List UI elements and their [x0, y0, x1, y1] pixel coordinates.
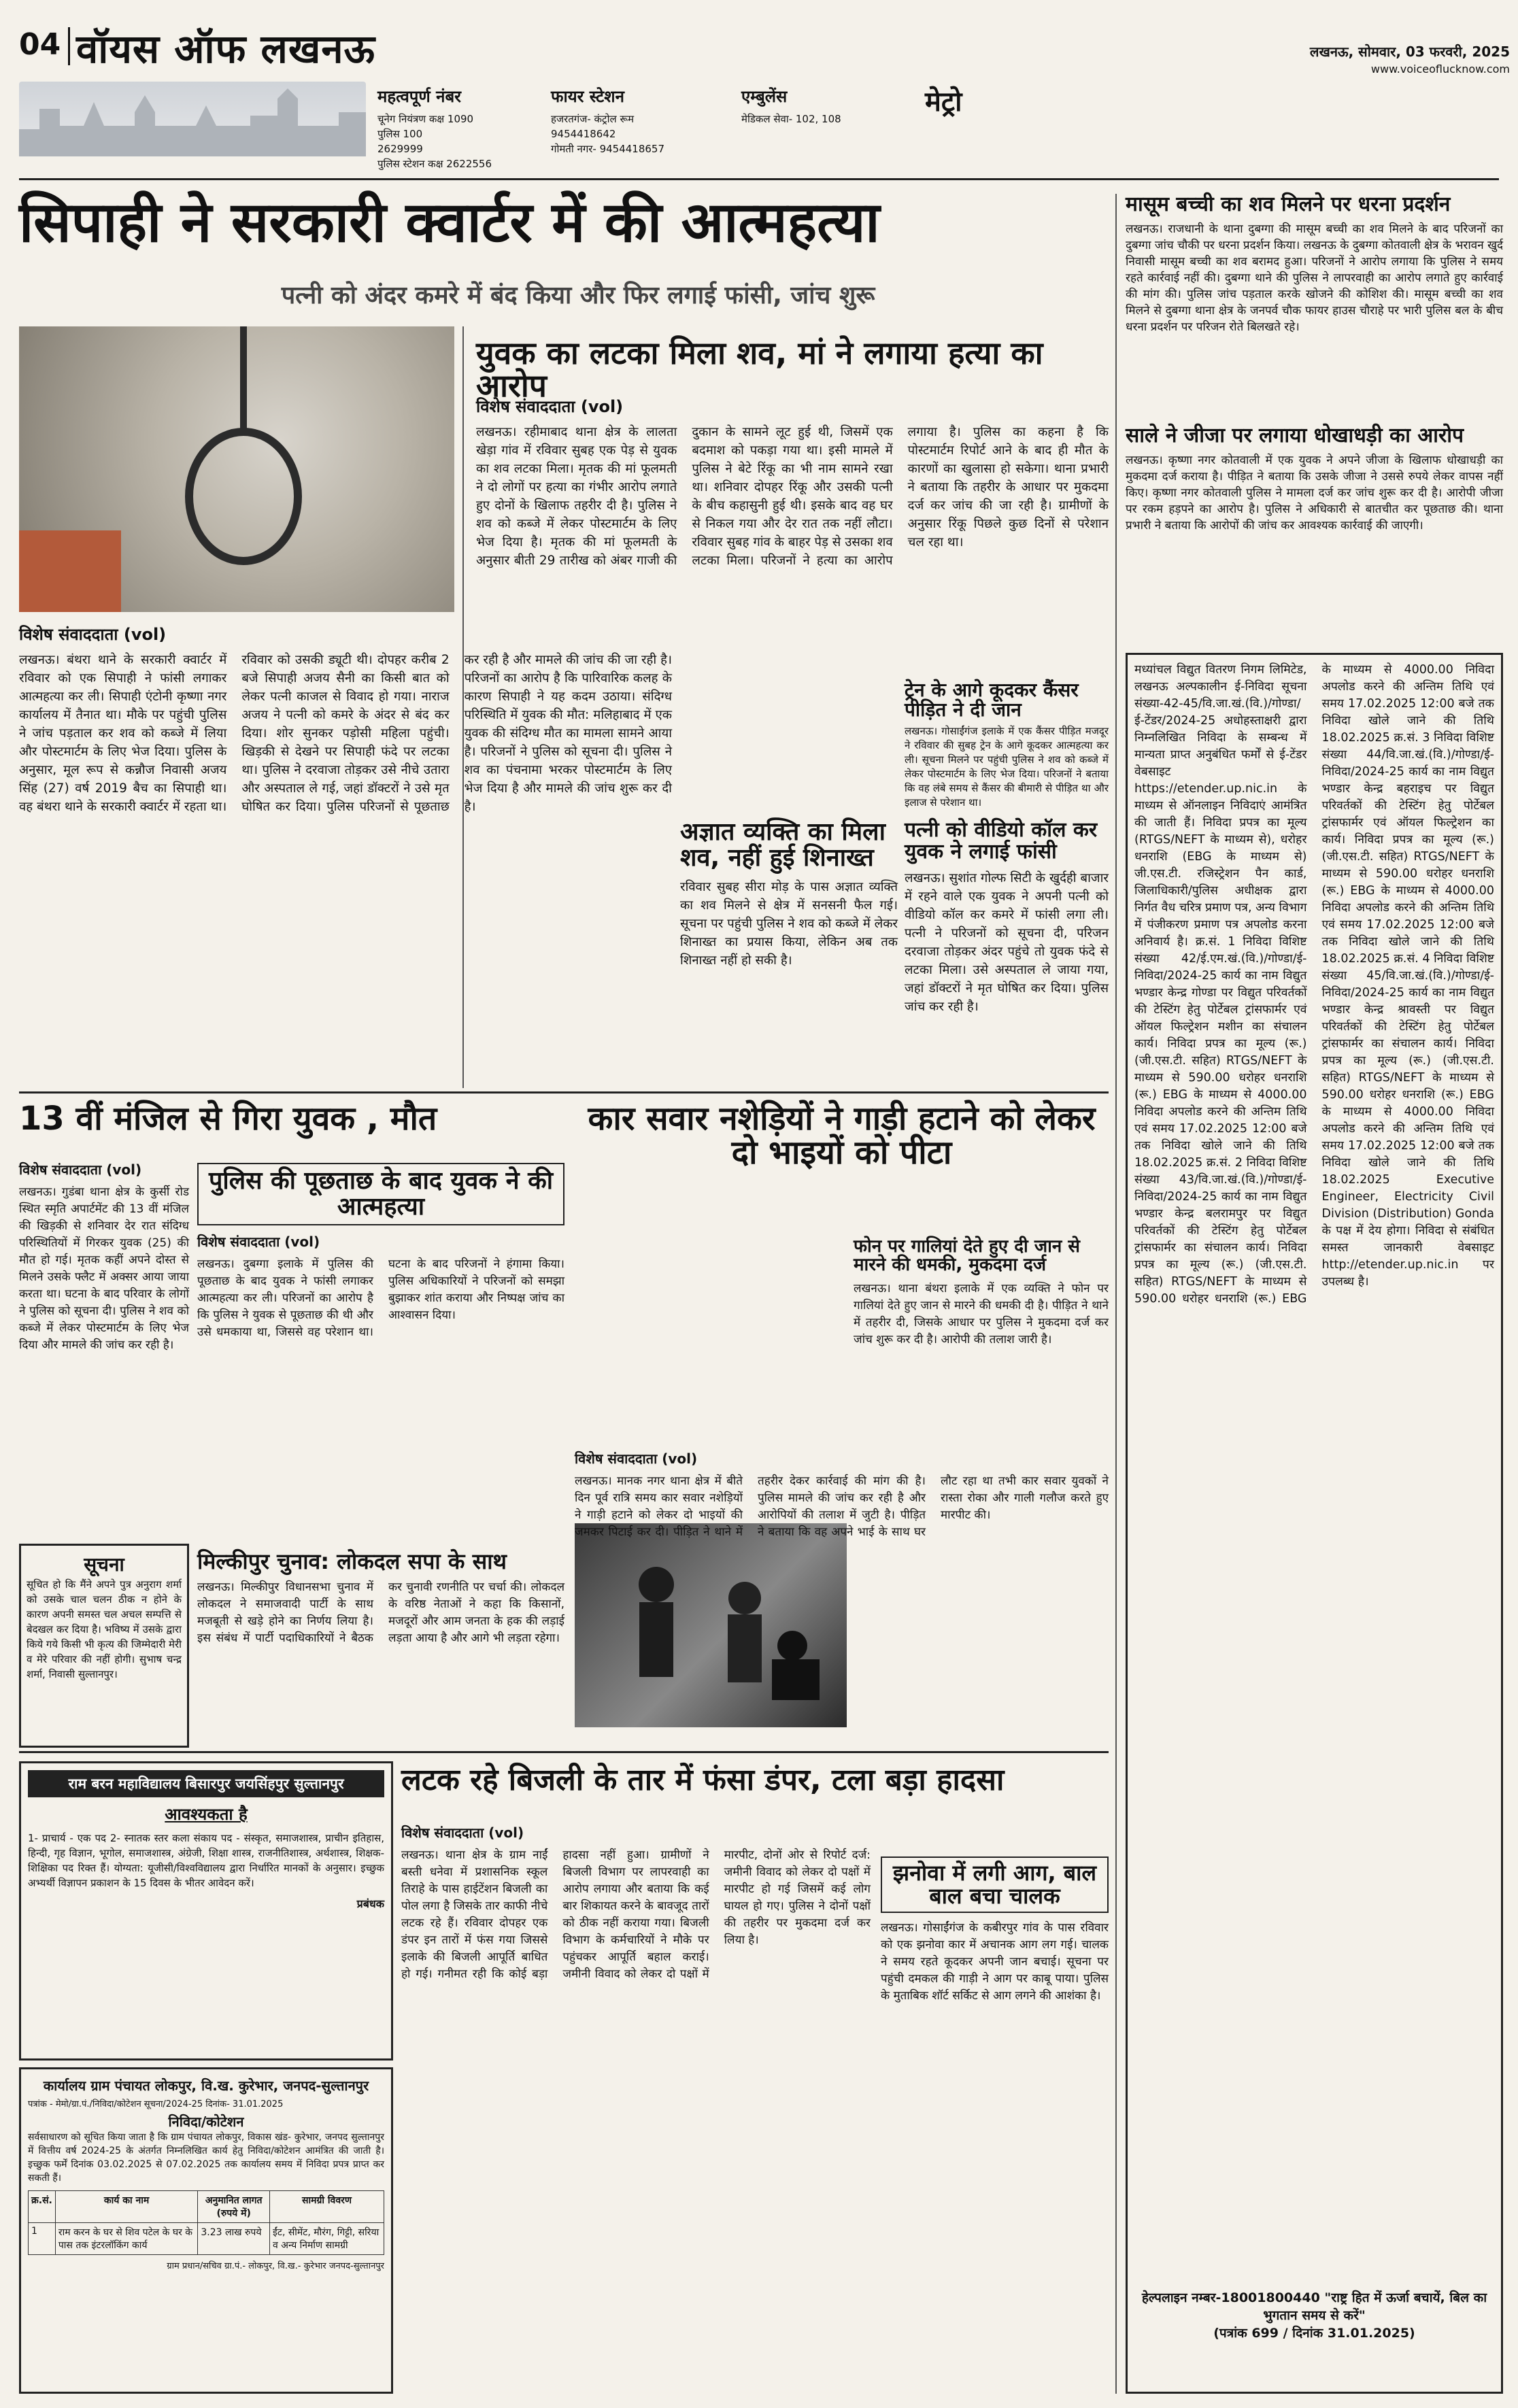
- contact-line: हजरतगंज- कंट्रोल रूम: [551, 113, 635, 125]
- masthead-date: लखनऊ, सोमवार, 03 फरवरी, 2025: [1309, 44, 1510, 60]
- tender-notice: [1126, 653, 1503, 2394]
- table-header-cell: सामग्री विवरण: [270, 2191, 384, 2223]
- story10-headline: मिल्कीपुर चुनाव: लोकदल सपा के साथ: [197, 1548, 507, 1574]
- story7-body: लखनऊ। दुबग्गा इलाके में पुलिस की पूछताछ के बाद युवक ने फांसी लगाकर आत्महत्या कर ली। परिजनों का आरोप है कि पुलिस ने युवक से पूछताछ की थी और उसे धमकाया था, जिससे वह परेशान था। घटना के बाद परिजनों ने हंगामा किया। पुलिस अधिकारियों ने परिजनों को समझा बुझाकर शांत कराया और निष्पक्ष जांच का आश्वासन दिया।: [197, 1257, 564, 1339]
- story9-article: [854, 1238, 1109, 1442]
- story4-article: [905, 819, 1109, 1088]
- side2-article: [1126, 425, 1503, 649]
- story11-article: [401, 1819, 871, 2394]
- notice-suchna: [19, 1544, 189, 1748]
- notice-panchayat-ref: पत्रांक - मेमो/ग्रा.पं./निविदा/कोटेशन सूचना/2024-25 दिनांक- 31.01.2025: [28, 2099, 284, 2109]
- story11-body: लखनऊ। थाना क्षेत्र के ग्राम नाईं बस्ती धनेवा में प्रशासनिक स्कूल तिराहे के पास हाईटेंशन बिजली का पोल लगा है जिसके तार काफी नीचे लटक रहे हैं। रविवार दोपहर एक डंपर इन तारों में फंस गया जिससे इलाके की बिजली आपूर्ति बाधित हो गई। गनीमत रही कि कोई बड़ा हादसा नहीं हुआ। ग्रामीणों ने बिजली विभाग पर लापरवाही का आरोप लगाया और बताया कि कई बार शिकायत करने के बावजूद तारों को ठीक नहीं कराया गया। बिजली विभाग के कर्मचारियों ने मौके पर पहुंचकर आपूर्ति बहाल कराई। जमीनी विवाद को लेकर दो पक्षों में मारपीट, दोनों ओर से रिपोर्ट दर्ज: जमीनी विवाद को लेकर दो पक्षों में मारपीट हो गई जिसमें कई लोग घायल हो गए। पुलिस ने दोनों पक्षों की तहरीर पर मुकदमा दर्ज कर लिया है।: [401, 1848, 871, 1981]
- story12-article: [881, 1856, 1109, 2394]
- lead-body: लखनऊ। बंथरा थाने के सरकारी क्वार्टर में रविवार को एक सिपाही ने फांसी लगाकर आत्महत्या कर ली। सिपाही एंटोनी कृष्णा नगर कार्यालय में तैनात था। मौके पर पहुंची पुलिस ने जांच पड़ताल कर शव को कब्जे में लिया और पोस्टमार्टम के लिए भेज दिया। पुलिस के अनुसार, मूल रूप से कन्नौज निवासी अजय सिंह (27) वर्ष 2019 बैच का सिपाही था। वह बंथरा थाने के सरकारी क्वार्टर में रहता था। रविवार को उसकी ड्यूटी थी। दोपहर करीब 2 बजे सिपाही अजय सैनी का किसी बात को लेकर पत्नी काजल से विवाद हो गया। नाराज अजय ने पत्नी को कमरे के अंदर से बंद कर दिया। शोर सुनकर पड़ोसी महिला पहुंची। खिड़की से देखने पर सिपाही फंदे पर लटका था। पुलिस ने दरवाजा तोड़कर उसे नीचे उतारा और अस्पताल ले गई, जहां डॉक्टरों ने उसे मृत घोषित कर दिया। पुलिस परिजनों से पूछताछ कर रही है और मामले की जांच की जा रही है। परिजनों का आरोप है कि पारिवारिक कलह के कारण सिपाही ने यह कदम उठाया। संदिग्ध परिस्थिति में युवक की मौत: मलिहाबाद में एक युवक की संदिग्ध मौत का मामला सामने आया है। परिजनों ने पुलिस को सूचना दी। पुलिस ने शव का पंचनामा भरकर पोस्टमार्टम के लिए भेज दिया है और मामले की जांच शुरू कर दी है।: [19, 653, 672, 814]
- contact-line: चूनेग नियंत्रण कक्ष 1090: [377, 113, 474, 125]
- table-cell: ईंट, सीमेंट, मौरंग, गिट्टी, सरिया व अन्य निर्माण सामग्री: [270, 2223, 384, 2255]
- tender-body: मध्यांचल विद्युत वितरण निगम लिमिटेड, लखनऊ अल्पकालीन ई-निविदा सूचना संख्या-42-45/वि.जा.खं.(वि.)/गोण्डा/ई-टेंडर/2024-25 अधोहस्ताक्षरी द्वारा निम्नलिखित निविदा के सम्बन्ध में मान्यता प्राप्त अनुबंधित फर्मों से ई-टेंडर वेबसाइट https://etender.up.nic.in के माध्यम से ऑनलाइन निविदाएं आमंत्रित की जाती हैं। निविदा प्रपत्र का मूल्य (RTGS/NEFT के माध्यम से), धरोहर धनराशि (EBG के माध्यम से) जी.एस.टी. रजिस्ट्रेशन पैन कार्ड, जिलाधिकारी/पुलिस अधीक्षक द्वारा निर्गत वैध चरित्र प्रमाण पत्र, अन्य विभाग में पंजीकरण प्रमाण पत्र अपलोड करना अनिवार्य है। क्र.सं. 1 निविदा विशिष्ट संख्या 42/ई.एम.खं.(वि.)/गोण्डा/ई-निविदा/2024-25 कार्य का नाम विद्युत भण्डार केन्द्र गोण्डा पर विद्युत परिवर्तकों की टेस्टिंग हेतु पोर्टेबल ट्रांसफार्मर एवं ऑयल फिल्ट्रेशन मशीन का संचालन कार्य। निविदा प्रपत्र का मूल्य (रू.) (जी.एस.टी. सहित) RTGS/NEFT के माध्यम से 590.00 धरोहर धनराशि (रू.) EBG के माध्यम से 4000.00 निविदा अपलोड करने की अन्तिम तिथि एवं समय 17.02.2025 12:00 बजे तक निविदा खोले जाने की तिथि 18.02.2025 क्र.सं. 2 निविदा विशिष्ट संख्या 43/वि.जा.खं.(वि.)/गोण्डा/ई-निविदा/2024-25 कार्य का नाम विद्युत भण्डार केन्द्र बलरामपुर पर विद्युत परिवर्तकों की टेस्टिंग हेतु पोर्टेबल ट्रांसफार्मर का संचालन कार्य। निविदा प्रपत्र का मूल्य (रू.) (जी.एस.टी. सहित) RTGS/NEFT के माध्यम से 590.00 धरोहर धनराशि (रू.) EBG के माध्यम से 4000.00 निविदा अपलोड करने की अन्तिम तिथि एवं समय 17.02.2025 12:00 बजे तक निविदा खोले जाने की तिथि 18.02.2025 क्र.सं. 3 निविदा विशिष्ट संख्या 44/वि.जा.खं.(वि.)/गोण्डा/ई-निविदा/2024-25 कार्य का नाम विद्युत भण्डार केन्द्र बहराइच पर विद्युत परिवर्तकों की टेस्टिंग हेतु पोर्टेबल ट्रांसफार्मर एवं ऑयल फिल्ट्रेशन का कार्य। निविदा प्रपत्र का मूल्य (रू.) (जी.एस.टी. सहित) RTGS/NEFT के माध्यम से 590.00 धरोहर धनराशि (रू.) EBG के माध्यम से 4000.00 निविदा अपलोड करने की अन्तिम तिथि एवं समय 17.02.2025 12:00 बजे तक निविदा खोले जाने की तिथि 18.02.2025 क्र.सं. 4 निविदा विशिष्ट संख्या 45/वि.जा.खं.(वि.)/गोण्डा/ई-निविदा/2024-25 कार्य का नाम विद्युत भण्डार केन्द्र श्रावस्ती पर विद्युत परिवर्तकों की टेस्टिंग हेतु पोर्टेबल ट्रांसफार्मर का संचालन कार्य। निविदा प्रपत्र का मूल्य (रू.) (जी.एस.टी. सहित) RTGS/NEFT के माध्यम से 590.00 धरोहर धनराशि (रू.) EBG के माध्यम से 4000.00 निविदा अपलोड करने की अन्तिम तिथि एवं समय 17.02.2025 12:00 बजे तक निविदा खोले जाने की तिथि 18.02.2025 Executive Engineer, Electricity Civil Division (Distribution) Gonda के पक्ष में देय होगा। निविदा से संबंधित समस्त जानकारी वेबसाइट http://etender.up.nic.in पर उपलब्ध है।: [1134, 663, 1494, 1306]
- story12-body: लखनऊ। गोसाईंगंज के कबीरपुर गांव के पास रविवार को एक झनोवा कार में अचानक आग लग गई। चालक ने समय रहते कूदकर अपनी जान बचाई। सूचना पर पहुंची दमकल की गाड़ी ने आग पर काबू पाया। पुलिस के मुताबिक शॉर्ट सर्किट से आग लगने की आशंका है।: [881, 1921, 1109, 2003]
- notice-college-subtitle: आवश्यकता है: [165, 1805, 248, 1824]
- story2-body: लखनऊ। रहीमाबाद थाना क्षेत्र के लालता खेड़ा गांव में रविवार सुबह एक पेड़ से युवक का शव लटका मिला। मृतक की मां फूलमती ने दो लोगों पर हत्या का गंभीर आरोप लगाते हुए दोनों के खिलाफ तहरीर दी है। पुलिस ने शव को कब्जे में लेकर पोस्टमार्टम के लिए भेज दिया है। मृतक की मां फूलमती के अनुसार बीती 29 तारीख को अंबर गाजी की दुकान के सामने लूट हुई थी, जिसमें एक बदमाश को पकड़ा गया था। इसी मामले में पुलिस ने बेटे रिंकू का भी नाम सामने रखा था। शनिवार दोपहर रिंकू और उसकी पत्नी के बीच कहासुनी हुई थी। इसके बाद वह घर से निकल गया और देर रात तक नहीं लौटा। रविवार सुबह गांव के बाहर पेड़ से उसका शव लटका मिला। परिजनों ने हत्या का आरोप लगाया है। पुलिस का कहना है कि पोस्टमार्टम रिपोर्ट आने के बाद ही मौत के कारणों का खुलासा हो सकेगा। थाना प्रभारी ने बताया कि तहरीर के आधार पर मुकदमा दर्ज कर जांच की जा रही है। ग्रामीणों के अनुसार रिंकू पिछले कुछ दिनों से परेशान चल रहा था।: [476, 425, 1109, 568]
- table-cell: 1: [29, 2223, 56, 2255]
- story11-headline: लटक रहे बिजली के तार में फंसा डंपर, टला बड़ा हादसा: [401, 1763, 1005, 1797]
- story7-byline: विशेष संवाददाता (vol): [197, 1233, 320, 1250]
- notice-panchayat-title: कार्यालय ग्राम पंचायत लोकपुर, वि.ख. कुरेभार, जनपद-सुल्तानपुर: [43, 2078, 369, 2094]
- contact-line: 9454418642: [551, 128, 616, 140]
- contact-line: पुलिस स्टेशन कक्ष 2622556: [377, 158, 492, 170]
- contact-line: पुलिस 100: [377, 128, 423, 140]
- story5-body: लखनऊ। गोसाईंगंज इलाके में एक कैंसर पीड़ित मजदूर ने रविवार की सुबह ट्रेन के आगे कूदकर आत्महत्या कर ली। सूचना मिलने पर पहुंची पुलिस ने शव को कब्जे में लेकर पोस्टमार्टम के लिए भेज दिया। परिजनों ने बताया कि वह लंबे समय से कैंसर की बीमारी से पीड़ित था और इलाज से परेशान था।: [905, 724, 1109, 809]
- story11-byline: विशेष संवाददाता (vol): [401, 1825, 524, 1841]
- ambulance-numbers: [741, 85, 905, 173]
- fire-station-numbers: [551, 85, 735, 173]
- contact-line: मेडिकल सेवा- 102, 108: [741, 113, 841, 125]
- story2-headline: युवक का लटका मिला शव, मां ने लगाया हत्या का आरोप: [476, 335, 1043, 405]
- notice-panchayat-subtitle: निविदा/कोटेशन: [168, 2114, 244, 2130]
- sidebar-rule: [1115, 194, 1117, 2394]
- story9-headline: फोन पर गालियां देते हुए दी जान से मारने की धमकी, मुकदमा दर्ज: [854, 1236, 1080, 1276]
- story3-article: [680, 819, 898, 1078]
- ambulance-title: एम्बुलेंस: [741, 87, 788, 106]
- story8-body: लखनऊ। मानक नगर थाना क्षेत्र में बीते दिन पूर्व रात्रि समय कार सवार नशेड़ियों ने गाड़ी हटाने को लेकर दो भाइयों की जमकर पिटाई कर दी। पीड़ित ने थाने में तहरीर देकर कार्रवाई की मांग की है। पुलिस मामले की जांच कर रही है और आरोपियों की तलाश में जुटी है। पीड़ित ने बताया कि वह अपने भाई के साथ घर लौट रहा था तभी कार सवार युवकों ने रास्ता रोका और गाली गलौज करते हुए मारपीट की।: [575, 1474, 1109, 1539]
- table-header-row: [29, 2191, 384, 2223]
- fire-station-title: फायर स्टेशन: [551, 87, 624, 106]
- brand-logo-text: वॉयस ऑफ लखनऊ: [76, 26, 376, 72]
- notice-college-body: 1- प्राचार्य - एक पद 2- स्नातक स्तर कला संकाय पद - संस्कृत, समाजशास्त्र, प्राचीन इतिहास, हिन्दी, गृह विज्ञान, भूगोल, समाजशास्त्र, अंग्रेजी, शिक्षा शास्त्र, राजनीतिशास्त्र, अर्थशास्त्र, शिक्षक-शिक्षिका पद रिक्त हैं। योग्यता: यूजीसी/विश्वविद्यालय द्वारा निर्धारित मानकों के अनुसार। इच्छुक अभ्यर्थी विज्ञापन प्रकाशन के 15 दिवस के भीतर आवेदन करें।: [28, 1832, 384, 1889]
- page-number: 04: [19, 27, 61, 62]
- side1-headline: मासूम बच्ची का शव मिलने पर धरना प्रदर्शन: [1126, 192, 1451, 216]
- notice-suchna-title: सूचना: [84, 1553, 124, 1576]
- story3-body: रविवार सुबह सीरा मोड़ के पास अज्ञात व्यक्ति का शव मिलने से क्षेत्र में सनसनी फैल गई। सूचना पर पहुंची पुलिस ने शव को कब्जे में लेकर शिनाख्त का प्रयास किया, लेकिन अब तक शिनाख्त नहीं हो सकी है।: [680, 879, 898, 968]
- story5-visible: [905, 680, 1109, 816]
- side2-body: लखनऊ। कृष्णा नगर कोतवाली में एक युवक ने अपने जीजा के खिलाफ धोखाधड़ी का मुकदमा दर्ज कराया है। पीड़ित ने बताया कि उसके जीजा ने उससे रुपये लेकर वापस नहीं किए। कृष्णा नगर कोतवाली पुलिस ने मामला दर्ज कर जांच शुरू कर दी है। आरोपी जीजा पर रकम हड़पने का आरोप है। पुलिस ने अधिकारी से बातचीत कर पूछताछ की। थाना प्रभारी ने बताया कि आरोपों की जांच कर आवश्यक कार्रवाई की जाएगी।: [1126, 453, 1503, 532]
- side2-headline: साले ने जीजा पर लगाया धोखाधड़ी का आरोप: [1126, 424, 1464, 447]
- table-header-cell: क्र.सं.: [29, 2191, 56, 2223]
- story6-byline: विशेष संवाददाता (vol): [19, 1161, 142, 1178]
- city-skyline-icon: [19, 82, 366, 156]
- tender-helpline: हेल्पलाइन नम्बर-18001800440 "राष्ट्र हित में ऊर्जा बचायें, बिल का भुगतान समय से करें": [1141, 2290, 1487, 2323]
- story7-headline: पुलिस की पूछताछ के बाद युवक ने की आत्महत्या: [197, 1163, 564, 1225]
- section-label: मेट्रो: [925, 86, 962, 118]
- masthead-website[interactable]: www.voiceoflucknow.com: [1370, 63, 1510, 75]
- side1-article: [1126, 194, 1503, 418]
- table-cell: राम करन के घर से शिव पटेल के घर के पास तक इंटरलॉकिंग कार्य: [55, 2223, 198, 2255]
- notice-panchayat-table: [28, 2190, 384, 2255]
- story8-headline: कार सवार नशेड़ियों ने गाड़ी हटाने को लेकर दो भाइयों को पीटा: [588, 1100, 1096, 1172]
- notice-suchna-body: सूचित हो कि मैंने अपने पुत्र अनुराग शर्मा को उसके चाल चलन ठीक न होने के कारण अपनी समस्त चल अचल सम्पत्ति से बेदखल कर दिया है। भविष्य में उसके द्वारा किये गये किसी भी कृत्य की जिम्मेदारी मेरी व मेरे परिवार की नहीं होगी। सुभाष चन्द्र शर्मा, निवासी सुल्तानपुर।: [27, 1578, 182, 1680]
- story10-article: [197, 1550, 564, 1744]
- story3-headline: अज्ञात व्यक्ति का मिला शव, नहीं हुई शिनाख्त: [680, 818, 885, 872]
- notice-panchayat-body: सर्वसाधारण को सूचित किया जाता है कि ग्राम पंचायत लोकपुर, विकास खंड- कुरेभार, जनपद सुल्तानपुर में वित्तीय वर्ष 2024-25 के अंतर्गत निम्नलिखित कार्य हेतु निविदा/कोटेशन आमंत्रित की जाती है। इच्छुक फर्में दिनांक 03.02.2025 से 07.02.2025 तक कार्यालय समय में निविदा प्रपत्र प्राप्त कर सकती हैं।: [28, 2132, 384, 2184]
- lead-headline: सिपाही ने सरकारी क्वार्टर में की आत्महत्या: [19, 190, 880, 255]
- table-header-cell: अनुमानित लागत (रुपये में): [198, 2191, 270, 2223]
- notice-panchayat-sign: ग्राम प्रधान/सचिव ग्रा.पं.- लोकपुर, वि.ख.- कुरेभार जनपद-सुल्तानपुर: [167, 2261, 384, 2271]
- band3-rule: [19, 1751, 1109, 1753]
- notice-college-title: राम बरन महाविद्यालय बिसारपुर जयसिंहपुर सुल्तानपुर: [28, 1770, 384, 1797]
- band2-rule: [19, 1091, 1109, 1093]
- story4-body: लखनऊ। सुशांत गोल्फ सिटी के खुर्दही बाजार में रहने वाले एक युवक ने अपनी पत्नी को वीडियो कॉल कर कमरे में फांसी लगा ली। पत्नी ने परिजनों को सूचना दी, परिजन दरवाजा तोड़कर अंदर पहुंचे तो युवक फंदे से लटका मिला। उसे अस्पताल ले जाया गया, जहां डॉक्टरों ने मृत घोषित कर दिया। पुलिस जांच कर रही है।: [905, 871, 1109, 1014]
- side1-body: लखनऊ। राजधानी के थाना दुबग्गा की मासूम बच्ची का शव मिलने के बाद परिजनों का दुबग्गा जांच चौकी पर धरना प्रदर्शन किया। लखनऊ के दुबग्गा कोतवाली क्षेत्र के भरावन खुर्द निवासी मासूम बच्ची का शव बरामद हुआ। परिजनों ने आरोप लगाया कि पुलिस ने समय रहते कार्रवाई नहीं की। दुबग्गा थाने की पुलिस ने लापरवाही का आरोप लगाते हुए कार्रवाई की मांग की। पुलिस जांच पड़ताल करके खोजने की कोशिश की। मासूम बच्ची का शव मिलने से दुबग्गा थाना क्षेत्र के जनपर्व चौक फायर हाउस चौराहे पर भारी पुलिस बल के बीच धरना प्रदर्शन पर परिजन रोते बिलखते रहे।: [1126, 222, 1503, 334]
- story6-headline: 13 वीं मंजिल से गिरा युवक , मौत: [19, 1100, 437, 1138]
- notice-panchayat: [19, 2067, 393, 2394]
- notice-college: [19, 1761, 393, 2061]
- story8-byline: विशेष संवाददाता (vol): [575, 1451, 698, 1467]
- tender-reference: (पत्रांक 699 / दिनांक 31.01.2025): [1213, 2326, 1415, 2341]
- contact-line: गोमती नगर- 9454418657: [551, 143, 665, 155]
- masthead-rule: [19, 178, 1499, 180]
- story9-body: लखनऊ। थाना बंथरा इलाके में एक व्यक्ति ने फोन पर गालियां देते हुए जान से मारने की धमकी दी है। पीड़ित ने थाने में तहरीर दी, जिसके आधार पर पुलिस ने मुकदमा दर्ज कर जांच शुरू कर दी है। आरोपी की तलाश जारी है।: [854, 1281, 1109, 1346]
- story4-headline: पत्नी को वीडियो कॉल कर युवक ने लगाई फांसी: [905, 818, 1098, 864]
- table-row: [29, 2223, 384, 2255]
- story8-article: [575, 1445, 1109, 1744]
- lead-byline: विशेष संवाददाता (vol): [19, 625, 167, 644]
- table-cell: 3.23 लाख रुपये: [198, 2223, 270, 2255]
- story10-body: लखनऊ। मिल्कीपुर विधानसभा चुनाव में लोकदल ने समाजवादी पार्टी के साथ मजबूती से खड़े होने का निर्णय लिया है। इस संबंध में पार्टी पदाधिकारियों ने बैठक कर चुनावी रणनीति पर चर्चा की। लोकदल के वरिष्ठ नेताओं ने कहा कि किसानों, मजदूरों और आम जनता के हक की लड़ाई लड़ता आया है और आगे भी लड़ता रहेगा।: [197, 1580, 564, 1645]
- noose-photo: [19, 326, 454, 612]
- masthead: [0, 0, 1518, 184]
- masthead-divider: [68, 27, 70, 65]
- important-numbers: [377, 85, 547, 173]
- lead-subhead: पत्नी को अंदर कमरे में बंद किया और फिर लगाई फांसी, जांच शुरू: [281, 282, 875, 309]
- story5-headline: ट्रेन के आगे कूदकर कैंसर पीड़ित ने दी जान: [905, 679, 1079, 722]
- story2-byline: विशेष संवाददाता (vol): [476, 397, 624, 416]
- important-numbers-title: महत्वपूर्ण नंबर: [377, 87, 461, 106]
- contact-line: 2629999: [377, 143, 423, 155]
- story12-headline: झनोवा में लगी आग, बाल बाल बचा चालक: [881, 1856, 1109, 1913]
- story6-article: [19, 1156, 189, 1537]
- story6-body: लखनऊ। गुडंबा थाना क्षेत्र के कुर्सी रोड स्थित स्मृति अपार्टमेंट की 13 वीं मंजिल की खिड़की से शनिवार देर रात संदिग्ध परिस्थितियों में गिरकर युवक (25) की मौत हो गई। मृतक कहीं अपने दोस्त से मिलने उसके फ्लैट में अक्सर आया जाया करता था। घटना के बाद परिवार के लोगों ने पुलिस को सूचना दी। पुलिस ने शव को कब्जे में लेकर पोस्टमार्टम के लिए भेज दिया और मामले की जांच कर रही है।: [19, 1185, 189, 1352]
- notice-college-sign: प्रबंधक: [356, 1897, 384, 1910]
- table-header-cell: कार्य का नाम: [55, 2191, 198, 2223]
- story7-article: [197, 1163, 564, 1544]
